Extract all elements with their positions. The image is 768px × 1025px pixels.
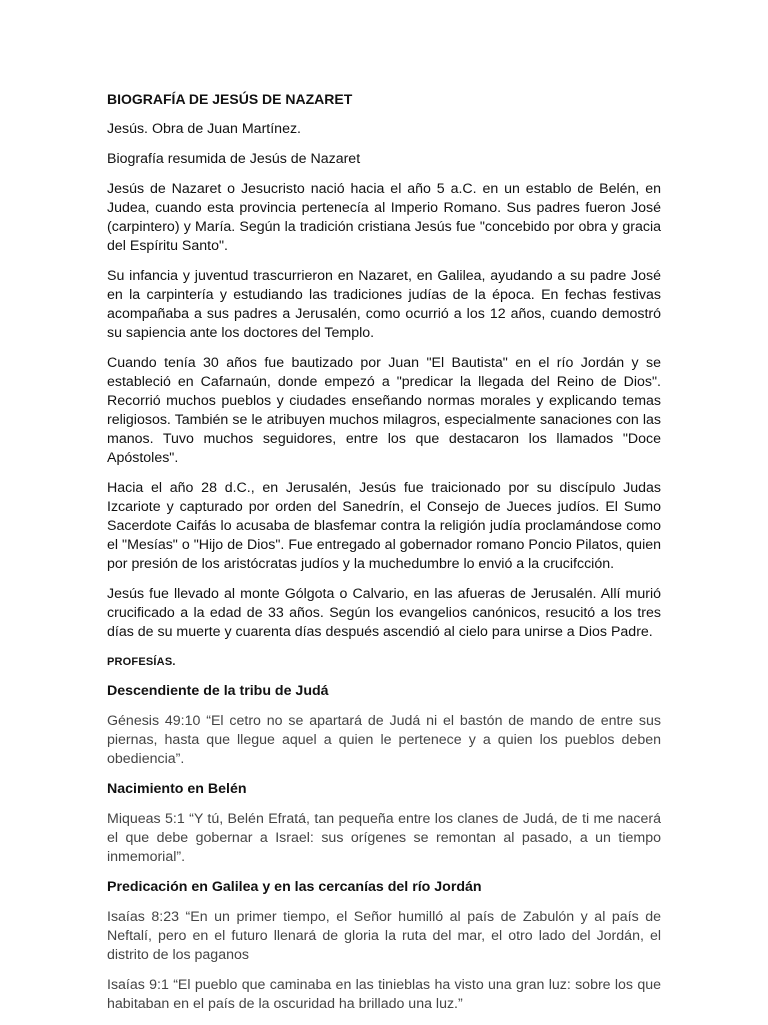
paragraph: Jesús fue llevado al monte Gólgota o Calvario, en las afueras de Jerusalén. Allí murió crucificado a la edad de 33 años. Según los evangelios canónicos, resucitó a los tres días de su muerte y cuarenta días después ascendió al cielo para unirse a Dios Padre. [107, 586, 661, 640]
scripture-quote: Isaías 9:1 “El pueblo que caminaba en las tinieblas ha visto una gran luz: sobre los que habitaban en el país de la oscuridad ha brillado una luz.” [107, 977, 661, 1012]
paragraph: Cuando tenía 30 años fue bautizado por Juan "El Bautista" en el río Jordán y se estableció en Cafarnaún, donde empezó a "predicar la llegada del Reino de Dios". Recorrió muchos pueblos y ciudades enseñando normas morales y explicando temas religiosos. También se le atribuyen muchos milagros, especialmente sanaciones con las manos. Tuvo muchos seguidores, entre los que destacaron los llamados "Doce Apóstoles". [107, 355, 661, 466]
section-heading: Predicación en Galilea y en las cercanías del río Jordán [107, 879, 482, 895]
section-heading: Descendiente de la tribu de Judá [107, 683, 329, 699]
scripture-quote: Miqueas 5:1 “Y tú, Belén Efratá, tan pequeña entre los clanes de Judá, de ti me nacerá el que debe gobernar a Israel: sus orígenes se remontan al pasado, a un tiempo inmemorial”. [107, 811, 661, 865]
scripture-quote: Isaías 8:23 “En un primer tiempo, el Señor humilló al país de Zabulón y al país de Neftalí, pero en el futuro llenará de gloria la ruta del mar, el otro lado del Jordán, el distrito de los paganos [107, 909, 661, 963]
profesias-label: PROFESÍAS. [107, 656, 176, 668]
section-heading: Nacimiento en Belén [107, 781, 247, 797]
paragraph: Jesús de Nazaret o Jesucristo nació hacia el año 5 a.C. en un establo de Belén, en Judea, cuando esta provincia pertenecía al Imperio Romano. Sus padres fueron José (carpintero) y María. Según la tradición cristiana Jesús fue "concebido por obra y gracia del Espíritu Santo". [107, 181, 661, 254]
paragraph: Hacia el año 28 d.C., en Jerusalén, Jesús fue traicionado por su discípulo Judas Izcariote y capturado por orden del Sanedrín, el Consejo de Jueces judíos. El Sumo Sacerdote Caifás lo acusaba de blasfemar contra la religión judía proclamándose como el "Mesías" o "Hijo de Dios". Fue entregado al gobernador romano Poncio Pilatos, quien por presión de los aristócratas judíos y la muchedumbre lo envió a la crucifcción. [107, 480, 661, 572]
document-subtitle: Jesús. Obra de Juan Martínez. [107, 121, 301, 137]
paragraph: Su infancia y juventud trascurrieron en Nazaret, en Galilea, ayudando a su padre José en la carpintería y estudiando las tradiciones judías de la época. En fechas festivas acompañaba a sus padres a Jerusalén, como ocurrió a los 12 años, cuando demostró su sapiencia ante los doctores del Templo. [107, 268, 661, 341]
document-title: BIOGRAFÍA DE JESÚS DE NAZARET [107, 91, 353, 107]
document-page [107, 90, 661, 1025]
summary-heading: Biografía resumida de Jesús de Nazaret [107, 151, 361, 167]
scripture-quote: Génesis 49:10 “El cetro no se apartará de Judá ni el bastón de mando de entre sus piernas, hasta que llegue aquel a quien le pertenece y a quien los pueblos deben obediencia”. [107, 713, 661, 767]
